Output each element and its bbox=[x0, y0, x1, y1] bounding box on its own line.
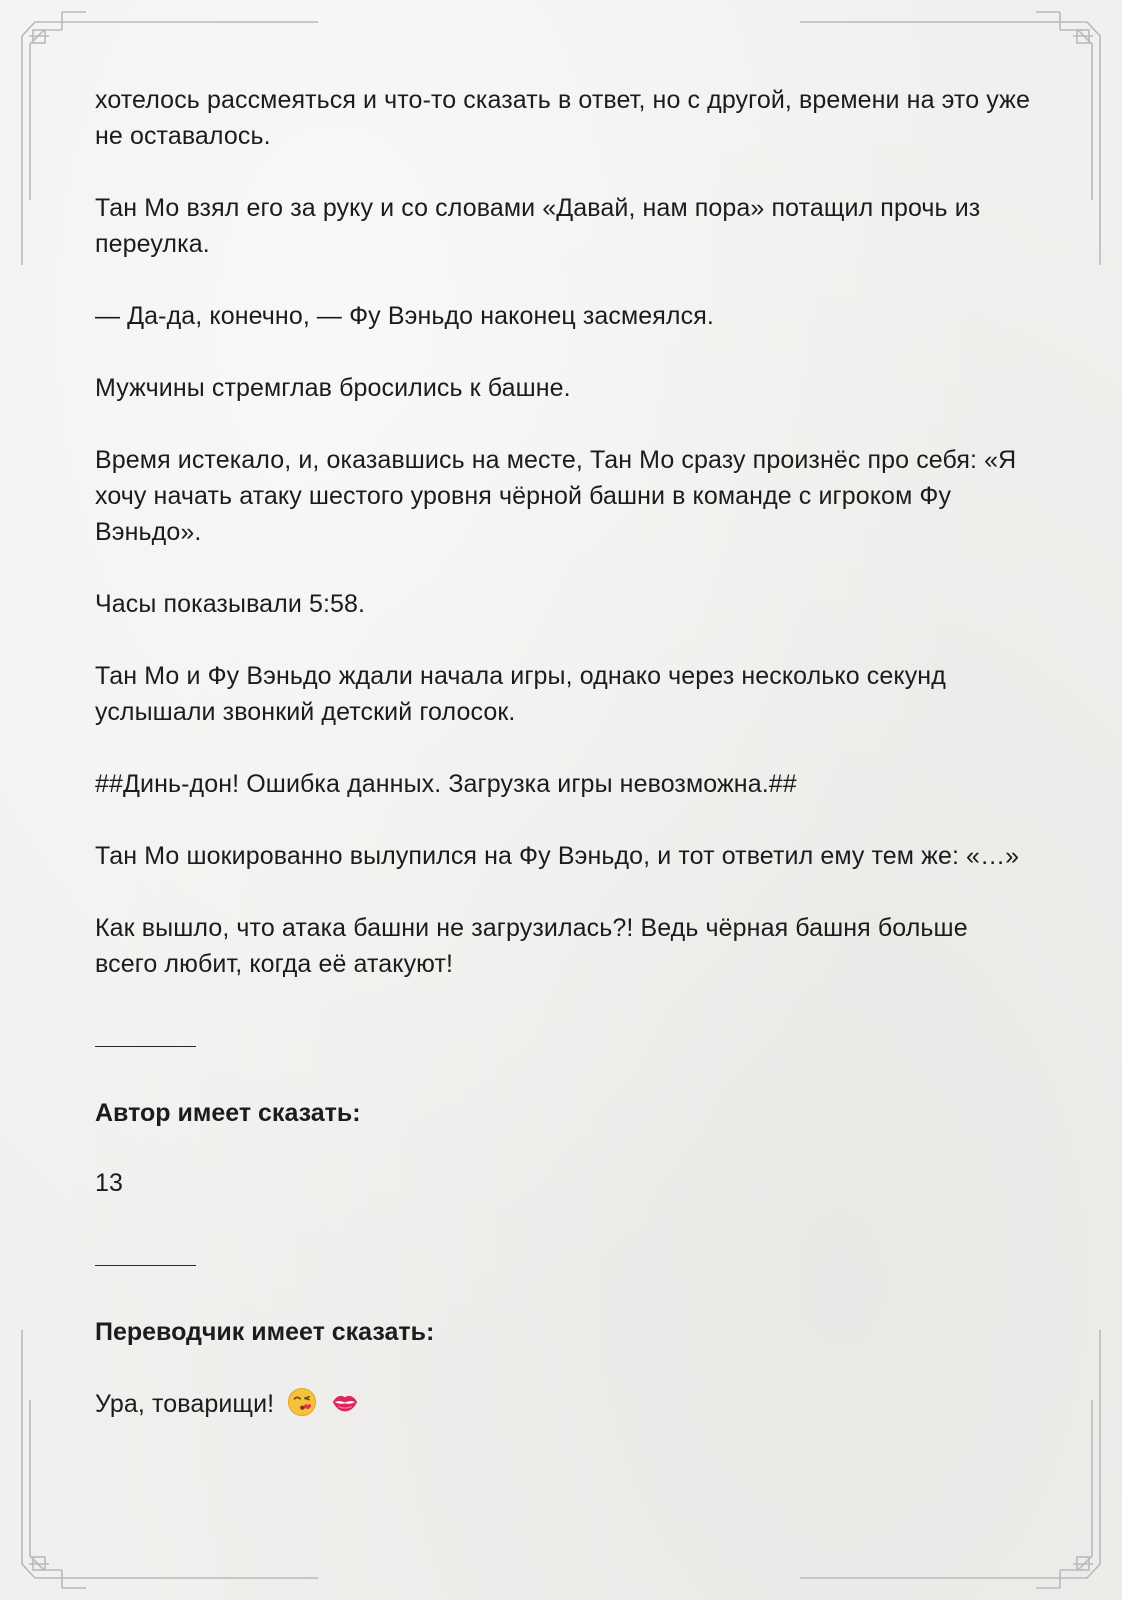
translator-note-text: Ура, товарищи! bbox=[95, 1390, 275, 1418]
author-note-text: 13 bbox=[95, 1169, 124, 1197]
section-divider bbox=[95, 1046, 196, 1047]
paragraph: хотелось рассмеяться и что-то сказать в ответ, но с другой, времени на это уже не оставалось. bbox=[95, 86, 1030, 150]
author-note-heading: Автор имеет сказать: bbox=[95, 1099, 361, 1127]
paragraph: Тан Мо шокированно вылупился на Фу Вэньдо, и тот ответил ему тем же: «…» bbox=[95, 842, 1020, 870]
lips-kiss-emoji bbox=[330, 1387, 360, 1417]
paragraph: Тан Мо и Фу Вэньдо ждали начала игры, однако через несколько секунд услышали звонкий детский голосок. bbox=[95, 662, 946, 726]
paragraph: Время истекало, и, оказавшись на месте, Тан Мо сразу произнёс про себя: «Я хочу начать атаку шестого уровня чёрной башни в команде с игроком Фу Вэньдо». bbox=[95, 446, 1017, 546]
paragraph: Мужчины стремглав бросились к башне. bbox=[95, 374, 571, 402]
section-divider bbox=[95, 1265, 196, 1266]
translator-note-line bbox=[95, 1386, 1035, 1422]
chapter-content bbox=[95, 82, 1035, 1422]
paragraph: Часы показывали 5:58. bbox=[95, 590, 366, 618]
kissing-face-emoji bbox=[287, 1387, 317, 1417]
paragraph: — Да-да, конечно, — Фу Вэньдо наконец засмеялся. bbox=[95, 302, 714, 330]
paragraph: Тан Мо взял его за руку и со словами «Давай, нам пора» потащил прочь из переулка. bbox=[95, 194, 981, 258]
translator-note-heading: Переводчик имеет сказать: bbox=[95, 1318, 435, 1346]
system-message: ##Динь-дон! Ошибка данных. Загрузка игры невозможна.## bbox=[95, 770, 797, 798]
paragraph: Как вышло, что атака башни не загрузилась?! Ведь чёрная башня больше всего любит, когда её атакуют! bbox=[95, 914, 968, 978]
